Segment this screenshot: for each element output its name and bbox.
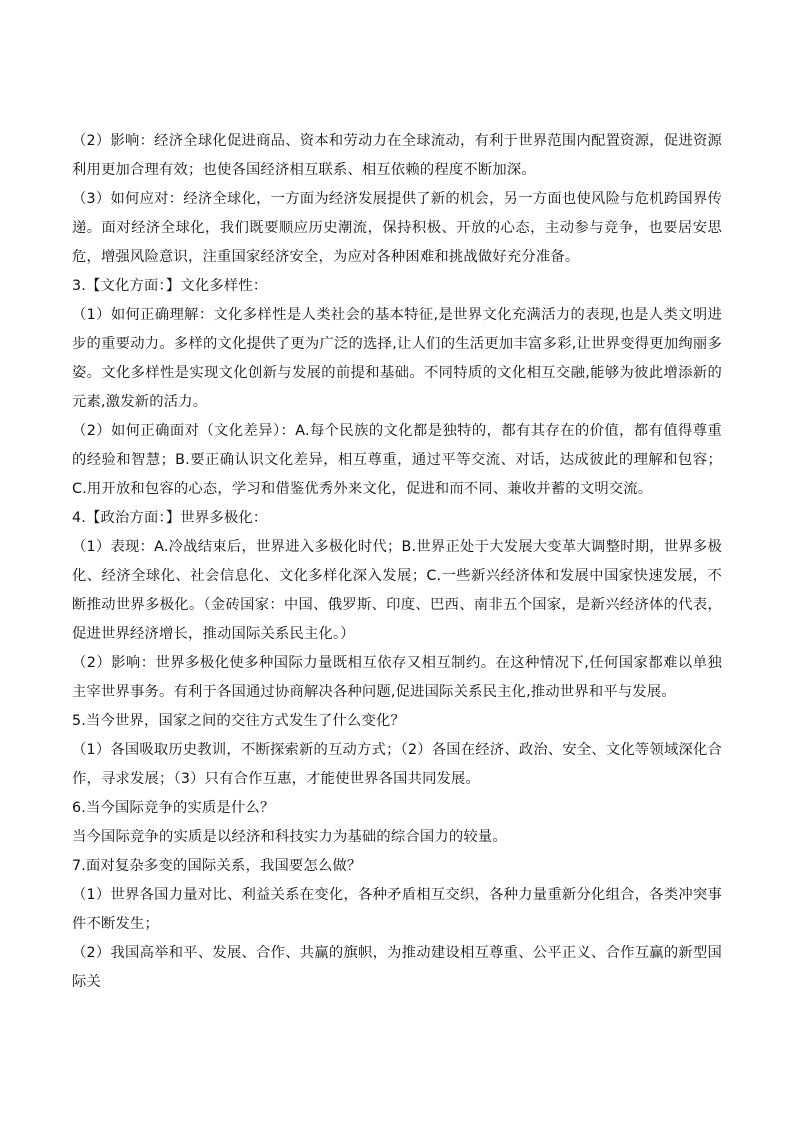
paragraph-multipolarity-impact: （2）影响：世界多极化使多种国际力量既相互依存又相互制约。在这种情况下,任何国家都难以单独主宰世界事务。有利于各国通过协商解决各种问题,促进国际关系民主化,推动世界和平与发展。 bbox=[72, 655, 722, 700]
paragraph-multipolarity-manifestation: （1）表现：A.冷战结束后，世界进入多极化时代；B.世界正处于大发展大变革大调整时期，世界多极化、经济全球化、社会信息化、文化多样化深入发展；C.一些新兴经济体和发展中国家快速发展，不断推动世界多极化。（金砖国家：中国、俄罗斯、印度、巴西、南非五个国家，是新兴经济体的代表，促进世界经济增长，推动国际关系民主化。） bbox=[72, 539, 722, 642]
paragraph-culture-differences: （2）如何正确面对（文化差异）：A.每个民族的文化都是独特的，都有其存在的价值，都有值得尊重的经验和智慧；B.要正确认识文化差异，相互尊重，通过平等交流、对话，达成彼此的理解和包容；C.用开放和包容的心态，学习和借鉴优秀外来文化，促进和而不同、兼收并蓄的文明交流。 bbox=[72, 423, 722, 497]
document-body bbox=[72, 127, 722, 997]
paragraph-culture-understanding: （1）如何正确理解：文化多样性是人类社会的基本特征,是世界文化充满活力的表现,也是人类文明进步的重要动力。多样的文化提供了更为广泛的选择,让人们的生活更加丰富多彩,让世界变得更加绚丽多姿。文化多样性是实现文化创新与发展的前提和基础。不同特质的文化相互交融,能够为彼此增添新的元素,激发新的活力。 bbox=[72, 307, 722, 410]
question-interaction-change: 5.当今世界，国家之间的交往方式发生了什么变化？ bbox=[72, 713, 405, 729]
answer-interaction-change: （1）各国吸取历史教训，不断探索新的互动方式；（2）各国在经济、政治、安全、文化等领域深化合作，寻求发展；（3）只有合作互惠，才能使世界各国共同发展。 bbox=[72, 742, 722, 787]
answer-competition-essence: 当今国际竞争的实质是以经济和科技实力为基础的综合国力的较量。 bbox=[72, 829, 507, 845]
answer-international-relations-1: （1）世界各国力量对比、利益关系在变化，各种矛盾相互交织，各种力量重新分化组合，各类冲突事件不断发生； bbox=[72, 887, 722, 932]
heading-multipolarity: 4.【政治方面：】世界多极化： bbox=[72, 510, 268, 526]
heading-cultural-diversity: 3.【文化方面：】文化多样性： bbox=[72, 278, 268, 294]
paragraph-globalization-response: （3）如何应对：经济全球化，一方面为经济发展提供了新的机会，另一方面也使风险与危机跨国界传递。面对经济全球化，我们既要顺应历史潮流，保持积极、开放的心态，主动参与竞争，也要居安思危，增强风险意识，注重国家经济安全，为应对各种困难和挑战做好充分准备。 bbox=[72, 191, 722, 265]
question-competition-essence: 6.当今国际竞争的实质是什么？ bbox=[72, 800, 275, 816]
question-international-relations: 7.面对复杂多变的国际关系，我国要怎么做？ bbox=[72, 858, 362, 874]
answer-international-relations-2: （2）我国高举和平、发展、合作、共赢的旗帜，为推动建设相互尊重、公平正义、合作互赢的新型国际关 bbox=[72, 945, 722, 990]
paragraph-globalization-impact: （2）影响：经济全球化促进商品、资本和劳动力在全球流动，有利于世界范围内配置资源，促进资源利用更加合理有效；也使各国经济相互联系、相互依赖的程度不断加深。 bbox=[72, 133, 722, 178]
